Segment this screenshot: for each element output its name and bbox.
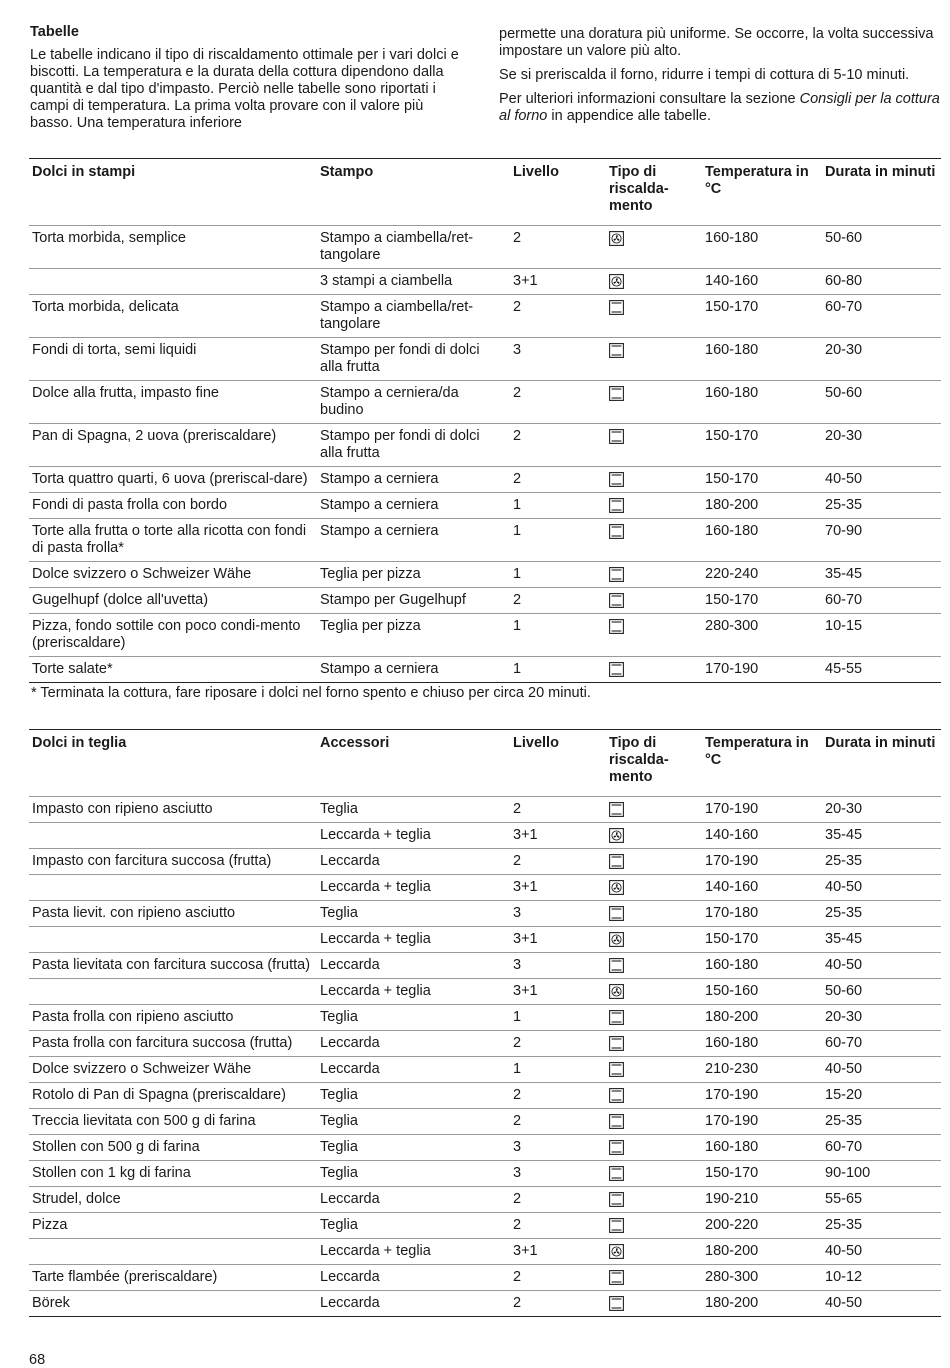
temperature-cell: 160-180 [705, 342, 759, 358]
table-row [29, 823, 941, 849]
top-bottom-heat-icon [609, 906, 624, 921]
table-row [29, 875, 941, 901]
col-header-duration: Durata in minuti [825, 735, 936, 751]
cakes-on-trays-table [29, 729, 941, 1317]
duration-cell: 20-30 [825, 342, 863, 358]
level-cell: 3 [513, 342, 522, 358]
duration-cell: 50-60 [825, 983, 863, 999]
food-cell: Torte salate* [32, 661, 113, 677]
temperature-cell: 210-230 [705, 1061, 759, 1077]
heating-cell [606, 1005, 702, 1031]
hot-air-fan-icon [609, 828, 624, 843]
duration-cell: 50-60 [825, 230, 863, 246]
table-row [29, 614, 941, 657]
level-cell: 3+1 [513, 827, 538, 843]
table-row [29, 295, 941, 338]
container-cell: Leccarda [320, 957, 380, 973]
top-bottom-heat-icon [609, 386, 624, 401]
duration-cell: 60-70 [825, 299, 863, 315]
container-cell: Leccarda + teglia [320, 879, 431, 895]
hot-air-fan-icon [609, 932, 624, 947]
duration-cell: 60-70 [825, 592, 863, 608]
duration-cell: 40-50 [825, 1061, 863, 1077]
temperature-cell: 170-190 [705, 661, 759, 677]
table-row [29, 519, 941, 562]
container-cell: Teglia per pizza [320, 566, 421, 582]
heating-cell [606, 1187, 702, 1213]
heating-cell [606, 657, 702, 683]
table-row [29, 1291, 941, 1317]
level-cell: 2 [513, 592, 522, 608]
table-row [29, 657, 941, 683]
table-row [29, 953, 941, 979]
top-bottom-heat-icon [609, 498, 624, 513]
food-cell: Torta quattro quarti, 6 uova (preriscal-dare) [32, 471, 308, 487]
container-cell: Stampo a ciambella/ret-tangolare [320, 230, 474, 263]
food-cell [29, 979, 317, 1005]
top-bottom-heat-icon [609, 1166, 624, 1181]
duration-cell: 40-50 [825, 879, 863, 895]
food-cell: Torta morbida, delicata [32, 299, 179, 315]
top-bottom-heat-icon [609, 1218, 624, 1233]
top-bottom-heat-icon [609, 429, 624, 444]
level-cell: 2 [513, 471, 522, 487]
heating-cell [606, 875, 702, 901]
food-cell: Torte alla frutta o torte alla ricotta con fondi di pasta frolla* [32, 523, 307, 556]
intro-section [30, 24, 942, 146]
intro-paragraph-continued: permette una doratura più uniforme. Se occorre, la volta successiva impostare un valore più alto. [499, 26, 934, 59]
table-row [29, 849, 941, 875]
food-cell [29, 269, 317, 295]
top-bottom-heat-icon [609, 662, 624, 677]
top-bottom-heat-icon [609, 854, 624, 869]
more-info-note [499, 91, 942, 125]
level-cell: 2 [513, 853, 522, 869]
temperature-cell: 170-180 [705, 905, 759, 921]
top-bottom-heat-icon [609, 1088, 624, 1103]
duration-cell: 55-65 [825, 1191, 863, 1207]
duration-cell: 20-30 [825, 1009, 863, 1025]
table-row [29, 1187, 941, 1213]
level-cell: 2 [513, 299, 522, 315]
col-header-level: Livello [513, 735, 559, 751]
duration-cell: 35-45 [825, 931, 863, 947]
more-info-text: Per ulteriori informazioni consultare la sezione [499, 91, 800, 107]
food-cell: Strudel, dolce [32, 1191, 121, 1207]
top-bottom-heat-icon [609, 619, 624, 634]
level-cell: 2 [513, 1295, 522, 1311]
container-cell: Teglia [320, 1113, 358, 1129]
container-cell: Teglia [320, 801, 358, 817]
heating-cell [606, 381, 702, 424]
duration-cell: 40-50 [825, 1243, 863, 1259]
heating-cell [606, 979, 702, 1005]
food-cell: Pasta lievitata con farcitura succosa (frutta) [32, 957, 311, 973]
level-cell: 2 [513, 1217, 522, 1233]
container-cell: Leccarda [320, 853, 380, 869]
container-cell: Stampo a ciambella/ret-tangolare [320, 299, 474, 332]
temperature-cell: 200-220 [705, 1217, 759, 1233]
level-cell: 2 [513, 428, 522, 444]
heating-cell [606, 1031, 702, 1057]
level-cell: 3+1 [513, 273, 538, 289]
food-cell: Dolce alla frutta, impasto fine [32, 385, 219, 401]
table-row [29, 467, 941, 493]
table-row [29, 381, 941, 424]
food-cell [29, 927, 317, 953]
temperature-cell: 170-190 [705, 801, 759, 817]
temperature-cell: 170-190 [705, 853, 759, 869]
duration-cell: 45-55 [825, 661, 863, 677]
more-info-text-end: in appendice alle tabelle. [547, 108, 712, 124]
food-cell [29, 875, 317, 901]
container-cell: Stampo per fondi di dolci alla frutta [320, 342, 480, 375]
duration-cell: 40-50 [825, 1295, 863, 1311]
table-row [29, 1083, 941, 1109]
top-bottom-heat-icon [609, 958, 624, 973]
level-cell: 3+1 [513, 931, 538, 947]
food-cell: Tarte flambée (preriscaldare) [32, 1269, 218, 1285]
preheat-note: Se si preriscalda il forno, ridurre i tempi di cottura di 5-10 minuti. [499, 67, 910, 83]
top-bottom-heat-icon [609, 1062, 624, 1077]
table-row [29, 1031, 941, 1057]
heating-cell [606, 493, 702, 519]
level-cell: 2 [513, 230, 522, 246]
temperature-cell: 280-300 [705, 1269, 759, 1285]
temperature-cell: 140-160 [705, 273, 759, 289]
hot-air-fan-icon [609, 231, 624, 246]
container-cell: Leccarda [320, 1295, 380, 1311]
level-cell: 1 [513, 523, 522, 539]
container-cell: Stampo per Gugelhupf [320, 592, 466, 608]
food-cell: Fondi di pasta frolla con bordo [32, 497, 228, 513]
top-bottom-heat-icon [609, 472, 624, 487]
top-bottom-heat-icon [609, 300, 624, 315]
table-header-row [29, 159, 941, 226]
table-row [29, 338, 941, 381]
level-cell: 1 [513, 661, 522, 677]
container-cell: Teglia per pizza [320, 618, 421, 634]
top-bottom-heat-icon [609, 1036, 624, 1051]
container-cell: Leccarda + teglia [320, 1243, 431, 1259]
temperature-cell: 150-170 [705, 428, 759, 444]
table-row [29, 1265, 941, 1291]
heating-cell [606, 1057, 702, 1083]
intro-paragraph: Le tabelle indicano il tipo di riscaldamento ottimale per i vari dolci e biscotti. La temperatura e la durata della cottura dipendono dalla quantità e dal tipo d'impasto. Perciò nelle tabelle sono riportati i campi di temperatura. La prima volta provare con il valore più basso. Una temperatura inferiore [30, 47, 459, 131]
heating-cell [606, 295, 702, 338]
level-cell: 3+1 [513, 1243, 538, 1259]
table-row [29, 493, 941, 519]
top-bottom-heat-icon [609, 1140, 624, 1155]
duration-cell: 60-80 [825, 273, 863, 289]
level-cell: 3 [513, 1165, 522, 1181]
heating-cell [606, 1135, 702, 1161]
food-cell: Rotolo di Pan di Spagna (preriscaldare) [32, 1087, 286, 1103]
hot-air-fan-icon [609, 274, 624, 289]
container-cell: Stampo a cerniera [320, 661, 439, 677]
duration-cell: 25-35 [825, 1113, 863, 1129]
level-cell: 2 [513, 1191, 522, 1207]
top-bottom-heat-icon [609, 524, 624, 539]
hot-air-fan-icon [609, 880, 624, 895]
top-bottom-heat-icon [609, 593, 624, 608]
top-bottom-heat-icon [609, 1114, 624, 1129]
container-cell: Stampo per fondi di dolci alla frutta [320, 428, 480, 461]
heating-cell [606, 467, 702, 493]
table-row [29, 1005, 941, 1031]
table-row [29, 588, 941, 614]
level-cell: 2 [513, 1035, 522, 1051]
container-cell: Teglia [320, 1217, 358, 1233]
duration-cell: 40-50 [825, 471, 863, 487]
heating-cell [606, 953, 702, 979]
intro-left-column [30, 24, 460, 138]
heating-cell [606, 424, 702, 467]
duration-cell: 35-45 [825, 566, 863, 582]
container-cell: Leccarda + teglia [320, 983, 431, 999]
duration-cell: 15-20 [825, 1087, 863, 1103]
heating-cell [606, 1291, 702, 1317]
food-cell: Treccia lievitata con 500 g di farina [32, 1113, 256, 1129]
table-row [29, 1161, 941, 1187]
heating-cell [606, 1161, 702, 1187]
table-footnote: * Terminata la cottura, fare riposare i dolci nel forno spento e chiuso per circa 20 minuti. [31, 685, 591, 701]
level-cell: 3 [513, 905, 522, 921]
heating-cell [606, 226, 702, 269]
temperature-cell: 160-180 [705, 957, 759, 973]
col-header-accessories: Accessori [320, 735, 390, 751]
duration-cell: 25-35 [825, 497, 863, 513]
col-header-temperature: Temperatura in °C [705, 735, 809, 768]
level-cell: 1 [513, 1009, 522, 1025]
top-bottom-heat-icon [609, 343, 624, 358]
page-number: 68 [29, 1352, 46, 1368]
food-cell [29, 1239, 317, 1265]
heating-cell [606, 269, 702, 295]
heating-cell [606, 1213, 702, 1239]
heating-cell [606, 519, 702, 562]
temperature-cell: 140-160 [705, 827, 759, 843]
food-cell: Impasto con farcitura succosa (frutta) [32, 853, 272, 869]
food-cell: Impasto con ripieno asciutto [32, 801, 213, 817]
more-info-section-ref: Consigli per la cottura al forno [499, 91, 940, 124]
hot-air-fan-icon [609, 984, 624, 999]
food-cell: Pasta frolla con farcitura succosa (frutta) [32, 1035, 293, 1051]
temperature-cell: 150-170 [705, 592, 759, 608]
table-header-row [29, 730, 941, 797]
table-row [29, 226, 941, 269]
temperature-cell: 190-210 [705, 1191, 759, 1207]
level-cell: 3 [513, 1139, 522, 1155]
container-cell: Leccarda + teglia [320, 931, 431, 947]
temperature-cell: 160-180 [705, 230, 759, 246]
col-header-level: Livello [513, 164, 559, 180]
level-cell: 2 [513, 1113, 522, 1129]
level-cell: 1 [513, 497, 522, 513]
temperature-cell: 150-170 [705, 1165, 759, 1181]
duration-cell: 60-70 [825, 1139, 863, 1155]
temperature-cell: 160-180 [705, 385, 759, 401]
temperature-cell: 180-200 [705, 1243, 759, 1259]
duration-cell: 10-12 [825, 1269, 863, 1285]
duration-cell: 50-60 [825, 385, 863, 401]
temperature-cell: 170-190 [705, 1113, 759, 1129]
food-cell: Pizza, fondo sottile con poco condi-mento (preriscaldare) [32, 618, 301, 651]
duration-cell: 20-30 [825, 801, 863, 817]
container-cell: Teglia [320, 1087, 358, 1103]
duration-cell: 10-15 [825, 618, 863, 634]
temperature-cell: 150-170 [705, 299, 759, 315]
heating-cell [606, 823, 702, 849]
temperature-cell: 140-160 [705, 879, 759, 895]
duration-cell: 90-100 [825, 1165, 871, 1181]
level-cell: 3 [513, 957, 522, 973]
food-cell: Börek [32, 1295, 70, 1311]
col-header-temperature: Temperatura in °C [705, 164, 809, 197]
table-row [29, 1057, 941, 1083]
temperature-cell: 220-240 [705, 566, 759, 582]
duration-cell: 35-45 [825, 827, 863, 843]
intro-right-column [499, 26, 942, 132]
level-cell: 1 [513, 566, 522, 582]
container-cell: Leccarda + teglia [320, 827, 431, 843]
heating-cell [606, 927, 702, 953]
food-cell: Fondi di torta, semi liquidi [32, 342, 197, 358]
food-cell: Pasta frolla con ripieno asciutto [32, 1009, 234, 1025]
heating-cell [606, 1109, 702, 1135]
top-bottom-heat-icon [609, 802, 624, 817]
heating-cell [606, 614, 702, 657]
level-cell: 2 [513, 1087, 522, 1103]
duration-cell: 25-35 [825, 905, 863, 921]
level-cell: 3+1 [513, 879, 538, 895]
duration-cell: 20-30 [825, 428, 863, 444]
top-bottom-heat-icon [609, 1010, 624, 1025]
heating-cell [606, 849, 702, 875]
level-cell: 3+1 [513, 983, 538, 999]
heating-cell [606, 338, 702, 381]
duration-cell: 25-35 [825, 853, 863, 869]
top-bottom-heat-icon [609, 567, 624, 582]
level-cell: 2 [513, 801, 522, 817]
duration-cell: 40-50 [825, 957, 863, 973]
food-cell: Pasta lievit. con ripieno asciutto [32, 905, 236, 921]
level-cell: 1 [513, 618, 522, 634]
food-cell: Dolce svizzero o Schweizer Wähe [32, 566, 252, 582]
heating-cell [606, 901, 702, 927]
table-row [29, 1213, 941, 1239]
table-row [29, 1135, 941, 1161]
container-cell: Stampo a cerniera [320, 471, 439, 487]
hot-air-fan-icon [609, 1244, 624, 1259]
container-cell: Stampo a cerniera [320, 523, 439, 539]
temperature-cell: 160-180 [705, 523, 759, 539]
heating-cell [606, 1083, 702, 1109]
col-header-duration: Durata in minuti [825, 164, 936, 180]
table-row [29, 1109, 941, 1135]
container-cell: Stampo a cerniera/da budino [320, 385, 459, 418]
heating-cell [606, 797, 702, 823]
food-cell: Gugelhupf (dolce all'uvetta) [32, 592, 209, 608]
temperature-cell: 150-170 [705, 931, 759, 947]
table-row [29, 269, 941, 295]
container-cell: Teglia [320, 1139, 358, 1155]
container-cell: Leccarda [320, 1061, 380, 1077]
top-bottom-heat-icon [609, 1192, 624, 1207]
duration-cell: 60-70 [825, 1035, 863, 1051]
table-row [29, 797, 941, 823]
level-cell: 2 [513, 1269, 522, 1285]
temperature-cell: 150-160 [705, 983, 759, 999]
table-row [29, 424, 941, 467]
food-cell: Pan di Spagna, 2 uova (preriscaldare) [32, 428, 277, 444]
food-cell: Dolce svizzero o Schweizer Wähe [32, 1061, 252, 1077]
col-header-heating: Tipo di riscalda-mento [609, 735, 669, 785]
col-header-tin: Stampo [320, 164, 374, 180]
container-cell: Teglia [320, 1009, 358, 1025]
table-row [29, 979, 941, 1005]
duration-cell: 70-90 [825, 523, 863, 539]
temperature-cell: 180-200 [705, 1009, 759, 1025]
food-cell: Torta morbida, semplice [32, 230, 186, 246]
section-heading: Tabelle [30, 24, 79, 40]
heating-cell [606, 1239, 702, 1265]
table-row [29, 901, 941, 927]
temperature-cell: 280-300 [705, 618, 759, 634]
food-cell: Stollen con 500 g di farina [32, 1139, 200, 1155]
temperature-cell: 180-200 [705, 497, 759, 513]
level-cell: 2 [513, 385, 522, 401]
temperature-cell: 160-180 [705, 1139, 759, 1155]
food-cell [29, 823, 317, 849]
temperature-cell: 170-190 [705, 1087, 759, 1103]
container-cell: Leccarda [320, 1191, 380, 1207]
col-header-heating: Tipo di riscalda-mento [609, 164, 669, 214]
container-cell: Leccarda [320, 1269, 380, 1285]
container-cell: Teglia [320, 1165, 358, 1181]
temperature-cell: 180-200 [705, 1295, 759, 1311]
temperature-cell: 150-170 [705, 471, 759, 487]
col-header-food: Dolci in stampi [32, 164, 136, 180]
food-cell: Stollen con 1 kg di farina [32, 1165, 191, 1181]
container-cell: Stampo a cerniera [320, 497, 439, 513]
food-cell: Pizza [32, 1217, 68, 1233]
container-cell: Leccarda [320, 1035, 380, 1051]
duration-cell: 25-35 [825, 1217, 863, 1233]
heating-cell [606, 1265, 702, 1291]
cakes-in-tins-table [29, 158, 941, 683]
col-header-food: Dolci in teglia [32, 735, 127, 751]
container-cell: 3 stampi a ciambella [320, 273, 453, 289]
top-bottom-heat-icon [609, 1296, 624, 1311]
level-cell: 1 [513, 1061, 522, 1077]
heating-cell [606, 588, 702, 614]
heating-cell [606, 562, 702, 588]
table-row [29, 1239, 941, 1265]
table-row [29, 927, 941, 953]
temperature-cell: 160-180 [705, 1035, 759, 1051]
top-bottom-heat-icon [609, 1270, 624, 1285]
container-cell: Teglia [320, 905, 358, 921]
table-row [29, 562, 941, 588]
